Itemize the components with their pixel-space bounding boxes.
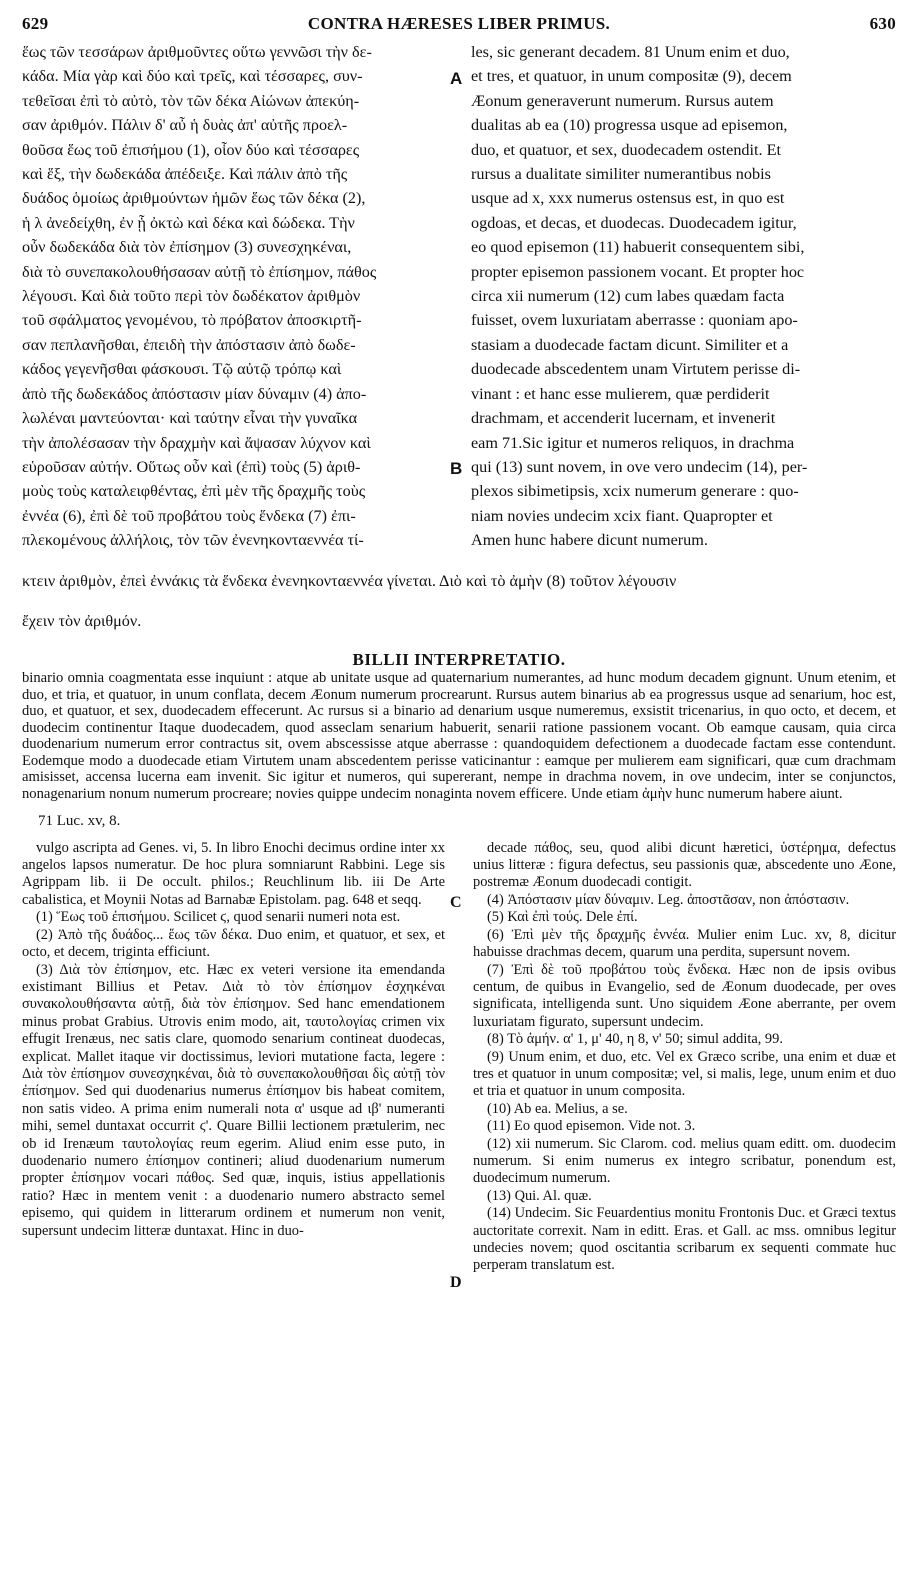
notes-right-8: (11) Eo quod episemon. Vide not. 3. [487, 1118, 696, 1135]
greek-cont-1: ἔχειν τὸν ἀριθμόν. [22, 612, 142, 631]
notes-right-4: (7) Ἐπὶ δὲ τοῦ προβάτου τοὺς ἕνδεκα. Hæc non de ipsis ovibus centum, de quibus in Evangelio, sed de Æonum duodecade, per oves significata, intelligenda sunt. Uno siquidem Æone aberrante, per ovem luxuriatam figurato, supersunt undecim. [473, 961, 896, 1030]
greek-col-5: καὶ ἕξ, τὴν δωδεκάδα ἀπέδειξε. Καὶ πάλιν ἀπὸ τῆς [22, 165, 348, 184]
margin-mark-a: A [450, 69, 463, 88]
greek-column [22, 40, 447, 553]
latin-col-1: et tres, et quatuor, in unum compositæ (9), decem [471, 67, 792, 86]
right-page-number: 630 [869, 14, 896, 33]
footnotes-left [22, 840, 445, 1275]
margin-mark-b: B [450, 459, 463, 478]
latin-col-11: fuisset, ovem luxuriatam aberrasse : quoniam apo- [471, 311, 798, 330]
latin-col-19: niam novies undecim xcix fiant. Quapropter et [471, 506, 773, 525]
greek-col-11: τοῦ σφάλματος γενομένου, τὸ πρόβατον ἀποσκιρτῆ- [22, 311, 362, 330]
greek-col-13: κάδος γεγενῆσθαι φάσκουσι. Τῷ αὐτῷ τρόπῳ καὶ [22, 360, 342, 379]
footnotes-right [473, 840, 896, 1275]
latin-col-6: usque ad x, xxx numerus ostensus est, in quo est [471, 189, 785, 208]
greek-cont-0: κτειν ἀριθμὸν, ἐπεὶ ἐννάκις τὰ ἕνδεκα ἐνενηκονταεννέα γίνεται. Διὸ καὶ τὸ ἀμὴν (8) τοῦτον λέγουσιν [22, 571, 677, 590]
notes-left-3: (3) Διὰ τὸν ἐπίσημον, etc. Hæc ex veteri versione ita emendanda existimant Billius et Petav. Διὰ τὸ τὸν ἐπίσημον ἐσχηκέναι συνακολουθήσαντα αὐτῇ, διὰ τὸν ἐπίσημον. Sed hanc emendationem minus probat Grabius. Utrovis enim modo, ait, ταυτολογίας crimen vix effugit Irenæus, nec satis clare, quomodo senarium contineat duodecas, explicat. Mallet itaque vir doctissimus, leviori mutatione facta, legere : Διὰ τὸν ἐπίσημον συνεσχηκέναι, διὰ τὸ συνεπακολουθῆσαι δὶς αὐτῇ τὸν ἐπίσημον. Sed qui duodenarius numerus ἐπίσημον bis habeat comitem, non satis video. A prima enim numerali nota α' usque ad ιβ' numeranti mihi, semel duntaxat occurrit ϛ'. Quare Billii lectionem prætulerim, nec ob id Irenæum ταυτολογίας reum egerim. Aliud enim esse puto, in duodenario numero ἐπίσημον contineri; aliud duodenarium numerum propter ἐπίσημον vocari πάθος. Sed quæ, inquis, istius appellationis ratio? Hæc in mentem venit : a duodenario numero abstracto semel episemo, qui quidem in litterarum ordinem et numerum non venit, supersunt undecim litteræ duntaxat. Hinc in duo- [22, 961, 445, 1239]
notes-left-1: (1) Ἕως τοῦ ἐπισήμου. Scilicet ϛ, quod senarii numeri nota est. [36, 909, 401, 926]
latin-col-16: eam 71.Sic igitur et numeros reliquos, in drachma [471, 433, 795, 452]
greek-col-7: ἡ λ ἀνεδείχθη, ἐν ᾗ ὀκτὼ καὶ δέκα καὶ δώδεκα. Τὴν [22, 213, 355, 232]
greek-col-16: τὴν ἀπολέσασαν τὴν δραχμὴν καὶ ἅψασαν λύχνον καὶ [22, 433, 371, 452]
reference-note: 71 Luc. xv, 8. [38, 812, 121, 829]
notes-right-9: (12) xii numerum. Sic Clarom. cod. melius quam editt. om. duodecim numerum. Si enim numerus ex integro scribatur, ponendum est, duodecimum numerum. [473, 1135, 896, 1187]
greek-col-20: πλεκομένους ἀλλήλοις, τὸν τῶν ἐνενηκονταεννέα τί- [22, 531, 364, 550]
latin-col-4: duo, et quatuor, et sex, duodecadem ostendit. Et [471, 140, 781, 159]
greek-col-2: τεθεῖσαι ἐπὶ τὸ αὐτὸ, τὸν τῶν δέκα Αἰώνων ἀπεκύη- [22, 91, 360, 110]
greek-col-18: μοὺς τοὺς καταλειφθέντας, ἐπὶ μὲν τῆς δραχμῆς τοὺς [22, 482, 366, 501]
notes-right-1: (4) Ἀπόστασιν μίαν δύναμιν. Leg. ἀποστᾶσαν, non ἀπόστασιν. [487, 891, 850, 908]
notes-right-2: (5) Καὶ ἐπὶ τούς. Dele ἐπί. [487, 909, 638, 926]
greek-col-8: οὖν δωδεκάδα διὰ τὸν ἐπίσημον (3) συνεσχηκέναι, [22, 238, 352, 257]
margin-mark-c: C [450, 894, 462, 911]
notes-right-10: (13) Qui. Al. quæ. [487, 1187, 592, 1204]
page [22, 14, 896, 1291]
billius-interpretatio: binario omnia coagmentata esse inquiunt : atque ab unitate usque ad quaternarium numerantes, ad hunc modum decadem gignunt. Unum etenim, et duo, et tria, et quatuor, in unum conflata, decem Æonum numerum procrearunt. Rursus autem binarius ab ea progressus usque ad senarium, hoc est, duo, et quatuor, et sex, duodecadem effecerunt. Ac rursus si a binario ad denarium usque numeremus, exsistit tricenarius, in quo octo, et decem, et duodecim continentur Itaque duodecadem, quod asseclam senarium habuerit, senarii ratione passionem vocant. Ob eamque causam, quia circa duodenarium numerum error contractus sit, ovem abscessisse atque aberrasse : quandoquidem defectionem a duodecade factam esse contendunt. Eodemque modo a duodecade etiam Virtutem unam abscedentem perisse vaticinantur : eamque per mulierem eam significari, quæ cum drachmam amisisset, accensa lucerna eam invenit. Sic igitur et numeros, qui supererant, nempe in drachma novem, in ove undecim, inter se conjunctos, nonagenarium nonum numerum procreare; novies quippe undecim nonaginta novem efficere. Unde etiam ἀμὴν hunc numerum habere aiunt. [22, 669, 896, 803]
latin-col-17: qui (13) sunt novem, in ove vero undecim (14), per- [471, 457, 808, 476]
notes-right-7: (10) Ab ea. Melius, a se. [487, 1100, 628, 1117]
latin-col-5: rursus a dualitate similiter numerantibus nobis [471, 165, 771, 184]
greek-col-10: λέγουσι. Καὶ διὰ τοῦτο περὶ τὸν δωδέκατον ἀριθμὸν [22, 287, 361, 306]
latin-column [471, 40, 896, 553]
left-page-number: 629 [22, 14, 49, 33]
notes-left-0: vulgo ascripta ad Genes. vi, 5. In libro Enochi decimus ordine inter xx angelos lapsos numeratur. De hoc plura somniarunt Rabbini. Lege sis Agrippam lib. ii De occult. philos.; Reuchlinum lib. iii De Arte cabalistica, et Moynii Notas ad Barnabæ Epistolam. pag. 648 et seqq. [22, 839, 445, 908]
margin-mark-d: D [450, 1274, 462, 1291]
notes-right-6: (9) Unum enim, et duo, etc. Vel ex Græco scribe, una enim et duæ et tres et quatuor in unum compositæ; vel, si malis, lege, unum enim et duo et tria et quatuor in unum composita. [473, 1048, 896, 1100]
latin-col-13: duodecade abscedentem unam Virtutem perisse di- [471, 360, 801, 379]
latin-col-0: les, sic generant decadem. 81 Unum enim et duo, [471, 43, 790, 61]
latin-col-12: stasiam a duodecade factam dicunt. Similiter et a [471, 335, 789, 354]
latin-col-8: eo quod episemon (11) habuerit consequentem sibi, [471, 238, 805, 257]
greek-col-12: σαν πεπλανῆσθαι, ἐπειδὴ τὴν ἀπόστασιν ἀπὸ δωδε- [22, 335, 356, 354]
latin-col-10: circa xii numerum (12) cum labes quædam facta [471, 287, 785, 306]
notes-right-0: decade πάθος, seu, quod alibi dicunt hæretici, ὑστέρημα, defectus unius litteræ : figura defectus, seu passionis quæ, abscedente uno Æone, postremæ Æonum duodecadi contigit. [473, 839, 896, 891]
greek-continuation [22, 569, 896, 634]
latin-col-20: Amen hunc habere dicunt numerum. [471, 531, 708, 550]
latin-col-9: propter episemon passionem vocant. Et propter hoc [471, 262, 805, 281]
greek-col-17: εὑροῦσαν αὐτήν. Οὕτως οὖν καὶ (ἐπὶ) τοὺς (5) ἀριθ- [22, 457, 361, 476]
notes-left-2: (2) Ἀπὸ τῆς δυάδος... ἕως τῶν δέκα. Duo enim, et quatuor, et sex, et octo, et decem, triginta efficiunt. [22, 926, 445, 961]
latin-col-2: Æonum generaverunt numerum. Rursus autem [471, 91, 774, 110]
greek-col-4: θοῦσα ἕως τοῦ ἐπισήμου (1), οἷον δύο καὶ τέσσαρες [22, 140, 360, 159]
greek-col-1: κάδα. Μία γὰρ καὶ δύο καὶ τρεῖς, καὶ τέσσαρες, συν- [22, 67, 363, 86]
latin-col-18: plexos sibimetipsis, xcix numerum generare : quo- [471, 482, 799, 501]
latin-col-3: dualitas ab ea (10) progressa usque ad episemon, [471, 116, 788, 135]
billius-heading: BILLII INTERPRETATIO. [352, 649, 566, 669]
greek-col-3: σαν ἀριθμόν. Πάλιν δ' αὖ ἡ δυὰς ἀπ' αὐτῆς προελ- [22, 116, 348, 135]
greek-col-19: ἐννέα (6), ἐπὶ δὲ τοῦ προβάτου τοὺς ἕνδεκα (7) ἐπι- [22, 506, 356, 525]
latin-col-15: drachmam, et accenderit lucernam, et invenerit [471, 409, 776, 428]
greek-col-6: δυάδος ὁμοίως ἀριθμούντων ἡμῶν ἕως τῶν δέκα (2), [22, 189, 366, 208]
greek-col-9: διὰ τὸ συνεπακολουθήσασαν αὐτῇ τὸ ἐπίσημον, πάθος [22, 262, 377, 281]
notes-right-11: (14) Undecim. Sic Feuardentius monitu Frontonis Duc. et Græci textus auctoritate correxit. Nam in editt. Eras. et Gall. ac mss. omnibus legitur undecies novem; quod oscitantia scribarum ex sequenti commate huc perperam translatum est. [473, 1205, 896, 1274]
latin-col-7: ogdoas, et decas, et duodecas. Duodecadem igitur, [471, 213, 797, 232]
running-title: CONTRA HÆRESES LIBER PRIMUS. [307, 14, 611, 33]
latin-col-14: vinant : et hanc esse mulierem, quæ perdiderit [471, 384, 770, 403]
greek-col-0: ἕως τῶν τεσσάρων ἀριθμοῦντες οὕτω γεννῶσι τὴν δε- [22, 43, 372, 61]
notes-right-5: (8) Τὸ ἀμήν. α' 1, μ' 40, η 8, ν' 50; simul addita, 99. [487, 1031, 783, 1048]
greek-col-15: λωλέναι μαντεύονται· καὶ ταύτην εἶναι τὴν γυναῖκα [22, 409, 358, 428]
greek-col-14: ἀπὸ τῆς δωδεκάδος ἀπόστασιν μίαν δύναμιν (4) ἀπο- [22, 384, 367, 403]
running-header [22, 14, 896, 36]
notes-right-3: (6) Ἐπὶ μὲν τῆς δραχμῆς ἐννέα. Mulier enim Luc. xv, 8, dicitur habuisse drachmas decem, quarum una perdita, supersunt novem. [473, 926, 896, 961]
